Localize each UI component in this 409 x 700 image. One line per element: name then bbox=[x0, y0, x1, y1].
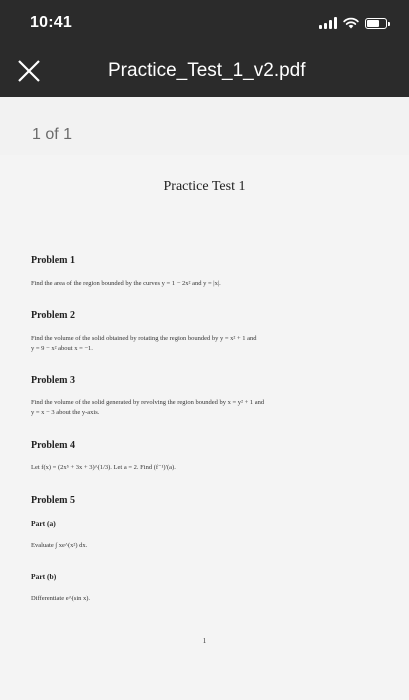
status-icons bbox=[319, 16, 387, 30]
problem-heading: Problem 5 bbox=[31, 495, 75, 506]
problem-heading: Problem 2 bbox=[31, 310, 75, 321]
problem-text: Let f(x) = (2x⁵ + 3x + 3)^(1/3). Let a = 2. Find (f⁻¹)′(a). bbox=[31, 464, 176, 471]
part-heading: Part (a) bbox=[31, 519, 56, 528]
document-title: Practice_Test_1_v2.pdf bbox=[108, 60, 306, 81]
pdf-title: Practice Test 1 bbox=[163, 179, 246, 194]
cellular-signal-icon bbox=[319, 17, 337, 29]
problem-heading: Problem 4 bbox=[31, 440, 75, 451]
status-time: 10:41 bbox=[30, 14, 72, 31]
page-number: 1 bbox=[202, 637, 207, 645]
close-icon bbox=[16, 58, 42, 84]
top-bar bbox=[0, 0, 409, 97]
problem-heading: Problem 3 bbox=[31, 375, 75, 386]
part-heading: Part (b) bbox=[31, 572, 57, 581]
page-counter: 1 of 1 bbox=[32, 126, 73, 143]
problem-text: Find the volume of the solid obtained by rotating the region bounded by y = x² + 1 and bbox=[31, 335, 257, 342]
problem-text: Find the volume of the solid generated by revolving the region bounded by x = y² + 1 and bbox=[31, 399, 265, 406]
wifi-icon bbox=[343, 17, 359, 29]
pdf-page[interactable] bbox=[0, 155, 409, 700]
part-text: Differentiate e^(sin x). bbox=[31, 595, 91, 602]
close-button[interactable] bbox=[16, 58, 42, 84]
battery-icon bbox=[365, 18, 387, 29]
problem-text: Find the area of the region bounded by the curves y = 1 − 2x² and y = |x|. bbox=[31, 280, 221, 287]
problem-text: y = x − 3 about the y-axis. bbox=[31, 409, 100, 416]
problem-text: y = 9 − x² about x = −1. bbox=[31, 345, 93, 352]
part-text: Evaluate ∫ xe^(x²) dx. bbox=[31, 542, 88, 549]
problem-heading: Problem 1 bbox=[31, 255, 75, 266]
